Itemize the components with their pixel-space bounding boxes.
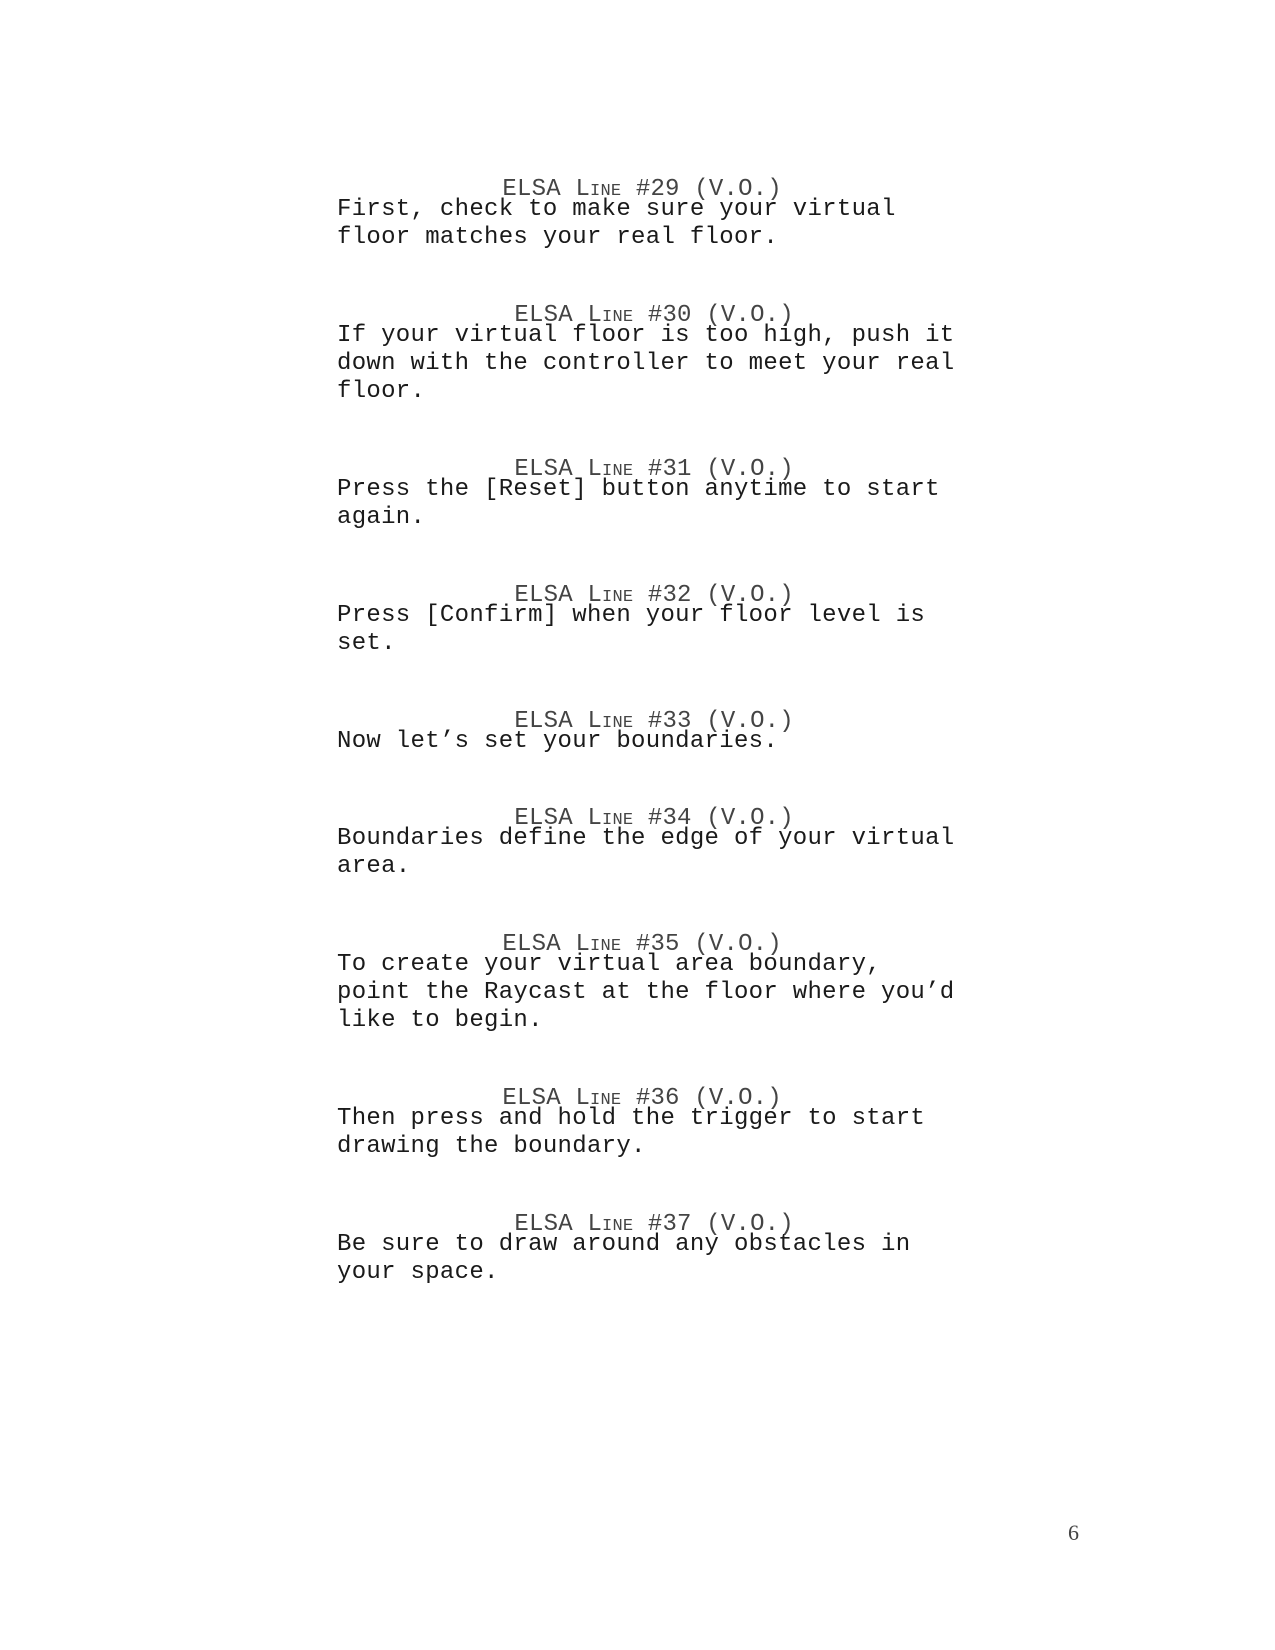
speaker-name: ELSA xyxy=(502,176,576,203)
speaker-line-number: #34 (V.O.) xyxy=(633,805,794,832)
speaker-line-word: Line xyxy=(587,805,634,832)
page-number: 6 xyxy=(1068,1520,1079,1545)
speaker-line-word: Line xyxy=(575,176,622,203)
speaker-line-number: #33 (V.O.) xyxy=(633,708,794,735)
speaker-name: ELSA xyxy=(502,931,576,958)
speaker-line-number: #30 (V.O.) xyxy=(633,302,794,329)
speaker-line-word: Line xyxy=(587,1211,634,1238)
speaker-line-word: Line xyxy=(587,456,634,483)
dialogue-36: Then press and hold the trigger to start drawing the boundary. xyxy=(337,1105,926,1160)
speaker-line-number: #36 (V.O.) xyxy=(621,1085,782,1112)
speaker-line-word: Line xyxy=(575,931,622,958)
speaker-line-word: Line xyxy=(587,708,634,735)
speaker-name: ELSA xyxy=(514,1211,588,1238)
dialogue-32: Press [Confirm] when your floor level is set. xyxy=(337,602,926,657)
dialogue-31: Press the [Reset] button anytime to start again. xyxy=(337,476,940,531)
speaker-name: ELSA xyxy=(514,302,588,329)
speaker-line-word: Line xyxy=(587,302,634,329)
speaker-line-number: #29 (V.O.) xyxy=(621,176,782,203)
dialogue-30: If your virtual floor is too high, push it down with the controller to meet your real floor. xyxy=(337,322,955,405)
dialogue-35: To create your virtual area boundary, point the Raycast at the floor where you’d like to begin. xyxy=(337,951,955,1034)
speaker-line-number: #35 (V.O.) xyxy=(621,931,782,958)
speaker-line-word: Line xyxy=(587,582,634,609)
speaker-name: ELSA xyxy=(514,805,588,832)
speaker-name: ELSA xyxy=(502,1085,576,1112)
dialogue-34: Boundaries define the edge of your virtual area. xyxy=(337,825,955,880)
speaker-name: ELSA xyxy=(514,456,588,483)
dialogue-37: Be sure to draw around any obstacles in your space. xyxy=(337,1231,911,1286)
speaker-line-word: Line xyxy=(575,1085,622,1112)
speaker-line-number: #32 (V.O.) xyxy=(633,582,794,609)
speaker-line-number: #31 (V.O.) xyxy=(633,456,794,483)
dialogue-29: First, check to make sure your virtual floor matches your real floor. xyxy=(337,196,896,251)
speaker-name: ELSA xyxy=(514,582,588,609)
dialogue-33: Now let’s set your boundaries. xyxy=(337,728,779,755)
speaker-name: ELSA xyxy=(514,708,588,735)
speaker-line-number: #37 (V.O.) xyxy=(633,1211,794,1238)
